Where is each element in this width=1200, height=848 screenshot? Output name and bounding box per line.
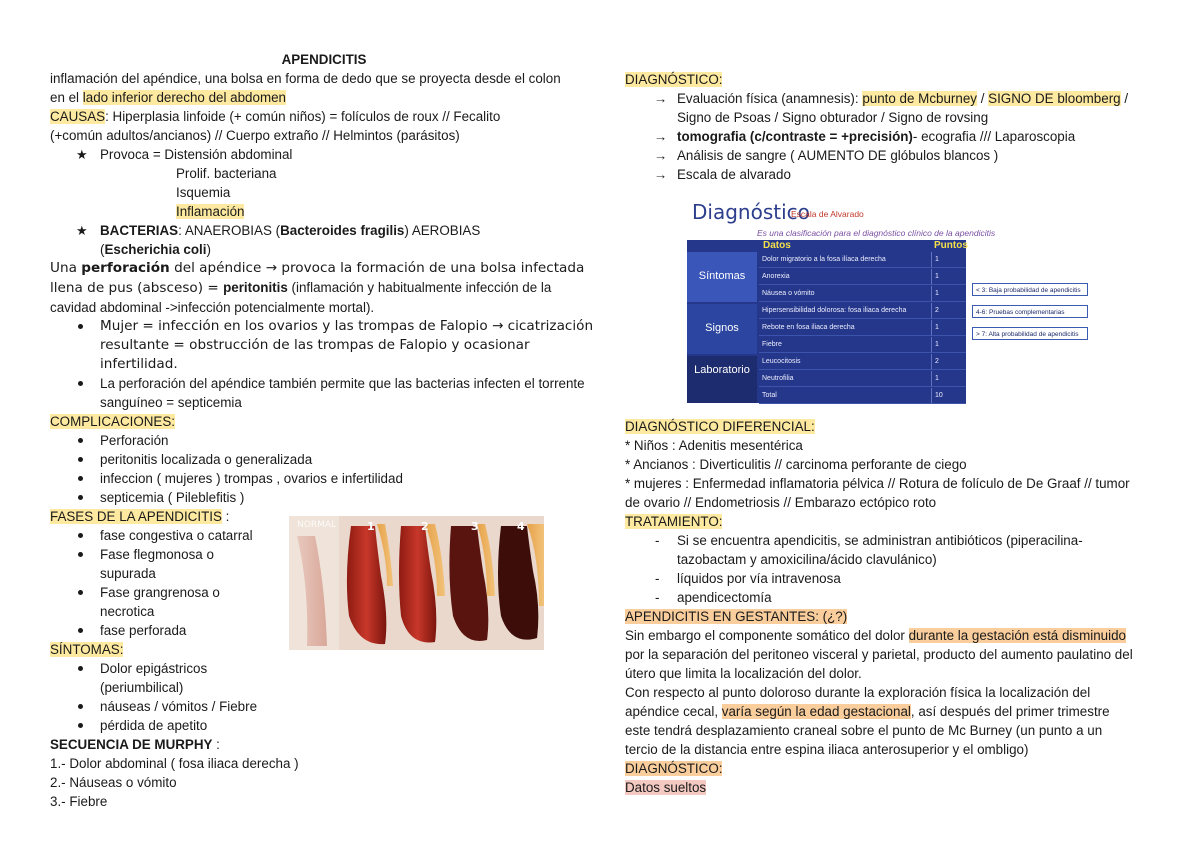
gestantes-line-3: útero que limita la localización del dolor. bbox=[625, 666, 862, 681]
list-item: La perforación del apéndice también permite que las bacterias infecten el torrente sanguíneo = septicemia bbox=[100, 374, 600, 412]
alvarado-scale-image bbox=[683, 195, 1093, 405]
list-item: infeccion ( mujeres ) trompas , ovarios e infertilidad bbox=[100, 469, 598, 488]
alvarado-header-datos: Datos bbox=[763, 240, 791, 251]
alvarado-legend-low: < 3: Baja probabilidad de apendicitis bbox=[972, 283, 1088, 296]
gestantes-heading: APENDICITIS EN GESTANTES: (¿?) bbox=[625, 609, 848, 624]
datos-sueltos: Datos sueltos bbox=[625, 780, 707, 795]
appendicitis-stages-image bbox=[289, 516, 544, 650]
gestantes-line-4: Con respecto al punto doloroso durante la exploración física la localización del bbox=[625, 685, 1091, 700]
list-item: → Evaluación física (anamnesis): punto de Mcburney / SIGNO DE bloomberg / Signo de Psoas / Signo obturador / Signo de rovsing bbox=[677, 89, 1170, 127]
alvarado-legend-mid: 4-6: Pruebas complementarias bbox=[972, 305, 1088, 318]
stage-label-1: 1 bbox=[367, 520, 375, 533]
alvarado-row-dato: Fiebre bbox=[759, 337, 931, 353]
doc-title: APENDICITIS bbox=[281, 52, 367, 67]
alvarado-description: Es una clasificación para el diagnóstico clínico de la apendicitis bbox=[757, 228, 996, 238]
alvarado-row-dato: Dolor migratorio a la fosa ilíaca derecha bbox=[759, 252, 931, 268]
stage-label-2: 2 bbox=[421, 520, 429, 533]
list-item: Fase flegmonosa o supurada bbox=[100, 545, 250, 583]
provoca-list bbox=[50, 145, 598, 164]
highlight-location: lado inferior derecho del abdomen bbox=[82, 90, 286, 105]
murphy-item-3: 3.- Fiebre bbox=[50, 794, 108, 809]
alvarado-row-dato: Anorexia bbox=[759, 269, 931, 285]
stage-label-4: 4 bbox=[517, 520, 525, 533]
diagnostico-list bbox=[625, 89, 1170, 184]
sintomas-list bbox=[50, 659, 598, 735]
alvarado-row-puntos: 1 bbox=[931, 269, 966, 285]
alvarado-row-puntos: 2 bbox=[931, 303, 966, 319]
murphy-item-2: 2.- Náuseas o vómito bbox=[50, 775, 177, 790]
perforacion-bullets bbox=[50, 317, 598, 412]
diagnostico2-heading: DIAGNÓSTICO: bbox=[625, 761, 723, 776]
list-item: fase congestiva o catarral bbox=[100, 526, 598, 545]
right-column bbox=[625, 70, 1170, 184]
murphy-item-1: 1.- Dolor abdominal ( fosa iliaca derecha ) bbox=[50, 756, 299, 771]
alvarado-table bbox=[687, 240, 966, 403]
fases-heading: FASES DE LA APENDICITIS : bbox=[50, 509, 230, 524]
alvarado-row-puntos: 1 bbox=[931, 252, 966, 268]
alvarado-row-dato: Total bbox=[759, 388, 931, 404]
stage-label-3: 3 bbox=[471, 520, 479, 533]
perforacion-line-2: llena de pus (absceso) = peritonitis (inflamación y habitualmente infección de la bbox=[50, 280, 552, 296]
provoca-sub-2: Isquemia bbox=[176, 185, 231, 200]
alvarado-legend-high: > 7: Alta probabilidad de apendicitis bbox=[972, 327, 1088, 340]
alvarado-row-dato: Leucocitosis bbox=[759, 354, 931, 370]
list-item: Mujer = infección en los ovarios y las trompas de Falopio → cicatrización resultante = obstrucción de las trompas de Falopio y ocasionar infertilidad. bbox=[100, 317, 600, 374]
gestantes-line-5: apéndice cecal, varía según la edad gestacional, así después del primer trimestre bbox=[625, 704, 1110, 719]
bacterias-list bbox=[50, 221, 598, 259]
provoca-item: ★ Provoca = Distensión abdominal bbox=[100, 145, 598, 164]
gestantes-line-6: este tendrá desplazamiento craneal sobre el punto de Mc Burney (un punto a un bbox=[625, 723, 1103, 738]
intro-line-2: en el lado inferior derecho del abdomen bbox=[50, 90, 286, 105]
alvarado-row-puntos: 2 bbox=[931, 354, 966, 370]
provoca-sub-1: Prolif. bacteriana bbox=[176, 166, 277, 181]
list-item: → tomografia (c/contraste = +precisión)- ecografia /// Laparoscopia bbox=[677, 127, 1170, 146]
causas-line-2: (+común adultos/ancianos) // Cuerpo extraño // Helmintos (parásitos) bbox=[50, 128, 460, 143]
gestantes-line-1: Sin embargo el componente somático del dolor durante la gestación está disminuido bbox=[625, 628, 1126, 643]
perforacion-line-1: Una perforación del apéndice → provoca la formación de una bolsa infectada bbox=[50, 260, 585, 276]
bacterias-item: ★ BACTERIAS: ANAEROBIAS (Bacteroides fragilis) AEROBIAS (Escherichia coli) bbox=[100, 221, 598, 259]
intro-line-1: inflamación del apéndice, una bolsa en forma de dedo que se proyecta desde el colon bbox=[50, 71, 561, 86]
list-item: Fase grangrenosa o necrotica bbox=[100, 583, 250, 621]
list-item: fase perforada bbox=[100, 621, 598, 640]
list-item: - apendicectomía bbox=[677, 588, 1170, 607]
dd-line-2: * Ancianos : Diverticulitis // carcinoma perforante de ciego bbox=[625, 457, 967, 472]
tratamiento-list bbox=[625, 531, 1170, 607]
alvarado-row-dato: Náusea o vómito bbox=[759, 286, 931, 302]
alvarado-row-puntos: 1 bbox=[931, 320, 966, 336]
list-item: Dolor epigástricos (periumbilical) bbox=[100, 659, 260, 697]
alvarado-cat-signos: Signos bbox=[705, 322, 739, 334]
gestantes-line-2: por la separación del peritoneo visceral y parietal, producto del aumento paulatino del bbox=[625, 647, 1133, 662]
alvarado-row-puntos: 10 bbox=[931, 388, 966, 404]
alvarado-cat-sintomas: Síntomas bbox=[698, 270, 746, 282]
alvarado-row-dato: Neutrofilia bbox=[759, 371, 931, 387]
alvarado-row-dato: Rebote en fosa iliaca derecha bbox=[759, 320, 931, 336]
stage-label-normal: NORMAL bbox=[297, 520, 337, 530]
list-item: pérdida de apetito bbox=[100, 716, 598, 735]
dd-line-4: de ovario // Endometriosis // Embarazo ectópico roto bbox=[625, 495, 937, 510]
list-item: septicemia ( Pileblefitis ) bbox=[100, 488, 598, 507]
tratamiento-heading: TRATAMIENTO: bbox=[625, 514, 723, 529]
alvarado-row-dato: Hipersensibilidad dolorosa: fosa iliaca derecha bbox=[759, 303, 931, 319]
appendix-illustration bbox=[289, 516, 544, 650]
causas-label: CAUSAS bbox=[50, 109, 106, 124]
list-item: → Escala de alvarado bbox=[677, 165, 1170, 184]
complicaciones-list bbox=[50, 431, 598, 507]
list-item: → Análisis de sangre ( AUMENTO DE glóbulos blancos ) bbox=[677, 146, 1170, 165]
list-item: náuseas / vómitos / Fiebre bbox=[100, 697, 598, 716]
left-column bbox=[50, 52, 598, 811]
alvarado-row-puntos: 1 bbox=[931, 371, 966, 387]
alvarado-header-puntos: Puntos bbox=[934, 240, 968, 251]
list-item: Perforación bbox=[100, 431, 598, 450]
diagnostico-heading: DIAGNÓSTICO: bbox=[625, 72, 723, 87]
gestantes-line-7: tercio de la distancia entre espina iliaca anterosuperior y el ombligo) bbox=[625, 742, 1029, 757]
complicaciones-heading: COMPLICACIONES: bbox=[50, 414, 176, 429]
list-item: - Si se encuentra apendicitis, se administran antibióticos (piperacilina-tazobactam y amoxicilina/ácido clavulánico) bbox=[677, 531, 1147, 569]
provoca-sub-3: Inflamación bbox=[176, 204, 245, 219]
sintomas-heading: SÍNTOMAS: bbox=[50, 642, 124, 657]
murphy-heading: SECUENCIA DE MURPHY : bbox=[50, 737, 220, 752]
alvarado-cat-laboratorio: Laboratorio bbox=[694, 364, 750, 376]
right-column-lower bbox=[625, 417, 1170, 797]
alvarado-row-puntos: 1 bbox=[931, 286, 966, 302]
list-item: peritonitis localizada o generalizada bbox=[100, 450, 598, 469]
perforacion-line-3: cavidad abdominal ->infección potencialmente mortal). bbox=[50, 300, 375, 315]
causas-line-1: CAUSAS: Hiperplasia linfoide (+ común niños) = folículos de roux // Fecalito bbox=[50, 109, 501, 124]
dd-line-3: * mujeres : Enfermedad inflamatoria pélvica // Rotura de folículo de De Graaf // tumor bbox=[625, 476, 1130, 491]
alvarado-row-puntos: 1 bbox=[931, 337, 966, 353]
alvarado-title: Diagnóstico bbox=[692, 200, 810, 224]
dd-heading: DIAGNÓSTICO DIFERENCIAL: bbox=[625, 419, 815, 434]
dd-line-1: * Niños : Adenitis mesentérica bbox=[625, 438, 803, 453]
alvarado-subtitle: Escala de Alvarado bbox=[791, 209, 864, 219]
list-item: - líquidos por vía intravenosa bbox=[677, 569, 1170, 588]
